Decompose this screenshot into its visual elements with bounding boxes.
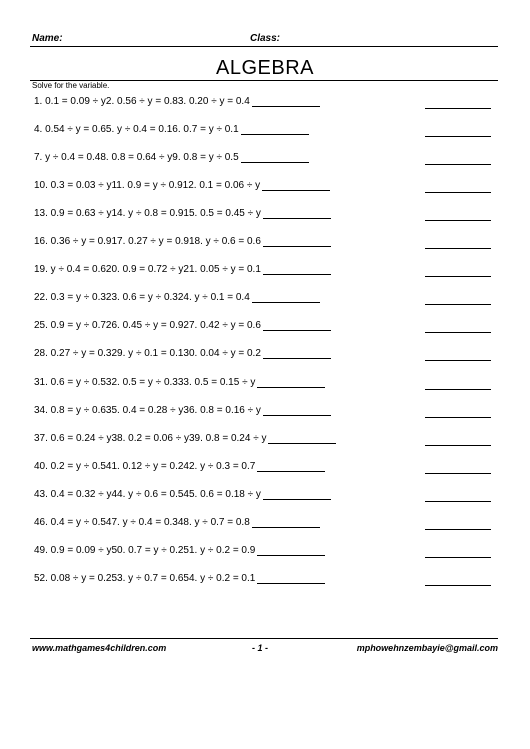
header-divider (30, 46, 498, 47)
problem-text: 1. 0.1 = 0.09 ÷ y2. 0.56 ÷ y = 0.83. 0.20 ÷ y = 0.4 (34, 96, 250, 107)
answer-line (425, 192, 491, 193)
answer-blank (263, 489, 331, 500)
problem-text: 22. 0.3 = y ÷ 0.323. 0.6 = y ÷ 0.324. y ÷ 0.1 = 0.4 (34, 292, 250, 303)
answer-line (425, 304, 491, 305)
name-label: Name: (32, 33, 63, 44)
problem-row (34, 489, 331, 502)
answer-blank (263, 405, 331, 416)
problem-text: 52. 0.08 ÷ y = 0.253. y ÷ 0.7 = 0.654. y ÷ 0.2 = 0.1 (34, 573, 256, 584)
problem-row (34, 377, 325, 390)
problem-row (34, 461, 325, 474)
answer-blank (257, 461, 325, 472)
problem-text: 40. 0.2 = y ÷ 0.541. 0.12 ÷ y = 0.242. y ÷ 0.3 = 0.7 (34, 461, 256, 472)
answer-line (425, 248, 491, 249)
answer-blank (263, 348, 331, 359)
answer-blank (252, 292, 320, 303)
problem-row (34, 292, 320, 305)
problem-row (34, 573, 325, 586)
problem-row (34, 348, 331, 361)
problem-text: 13. 0.9 = 0.63 ÷ y14. y ÷ 0.8 = 0.915. 0.5 = 0.45 ÷ y (34, 208, 261, 219)
problem-row (34, 433, 336, 446)
problem-row (34, 180, 330, 193)
answer-line (425, 557, 491, 558)
answer-blank (262, 180, 330, 191)
problem-text: 37. 0.6 = 0.24 ÷ y38. 0.2 = 0.06 ÷ y39. 0.8 = 0.24 ÷ y (34, 433, 267, 444)
answer-blank (241, 152, 309, 163)
answer-line (425, 108, 491, 109)
instructions: Solve for the variable. (32, 81, 110, 90)
answer-blank (257, 545, 325, 556)
answer-line (425, 220, 491, 221)
page-title: ALGEBRA (216, 57, 314, 79)
problem-text: 7. y ÷ 0.4 = 0.48. 0.8 = 0.64 ÷ y9. 0.8 = y ÷ 0.5 (34, 152, 239, 163)
problem-row (34, 405, 331, 418)
answer-blank (263, 264, 331, 275)
answer-blank (252, 96, 320, 107)
answer-blank (241, 124, 309, 135)
answer-blank (263, 236, 331, 247)
footer-divider (30, 638, 498, 639)
problem-text: 19. y ÷ 0.4 = 0.620. 0.9 = 0.72 ÷ y21. 0.05 ÷ y = 0.1 (34, 264, 261, 275)
problem-row (34, 545, 325, 558)
answer-line (425, 585, 491, 586)
answer-line (425, 417, 491, 418)
problem-row (34, 517, 320, 530)
answer-line (425, 164, 491, 165)
footer-email: mphowehnzembayie@gmail.com (356, 643, 498, 653)
problem-row (34, 152, 309, 165)
answer-line (425, 473, 491, 474)
footer-website: www.mathgames4children.com (32, 643, 167, 653)
problem-text: 16. 0.36 ÷ y = 0.917. 0.27 ÷ y = 0.918. y ÷ 0.6 = 0.6 (34, 236, 261, 247)
footer-page-number: - 1 - (252, 643, 269, 653)
answer-blank (257, 573, 325, 584)
class-label: Class: (250, 33, 281, 44)
answer-line (425, 529, 491, 530)
problem-row (34, 236, 331, 249)
answer-line (425, 360, 491, 361)
answer-line (425, 445, 491, 446)
problem-text: 4. 0.54 ÷ y = 0.65. y ÷ 0.4 = 0.16. 0.7 = y ÷ 0.1 (34, 124, 239, 135)
problem-text: 49. 0.9 = 0.09 ÷ y50. 0.7 = y ÷ 0.251. y ÷ 0.2 = 0.9 (34, 545, 256, 556)
answer-line (425, 136, 491, 137)
problem-row (34, 124, 309, 137)
problem-row (34, 264, 331, 277)
answer-blank (257, 377, 325, 388)
answer-line (425, 389, 491, 390)
answer-blank (268, 433, 336, 444)
answer-line (425, 501, 491, 502)
problem-row (34, 96, 320, 109)
answer-blank (263, 208, 331, 219)
answer-line (425, 332, 491, 333)
problem-row (34, 320, 331, 333)
problem-text: 31. 0.6 = y ÷ 0.532. 0.5 = y ÷ 0.333. 0.5 = 0.15 ÷ y (34, 377, 256, 388)
problem-text: 28. 0.27 ÷ y = 0.329. y ÷ 0.1 = 0.130. 0.04 ÷ y = 0.2 (34, 348, 261, 359)
problem-text: 25. 0.9 = y ÷ 0.726. 0.45 ÷ y = 0.927. 0.42 ÷ y = 0.6 (34, 320, 261, 331)
answer-blank (252, 517, 320, 528)
problem-text: 10. 0.3 = 0.03 ÷ y11. 0.9 = y ÷ 0.912. 0.1 = 0.06 ÷ y (34, 180, 261, 191)
answer-line (425, 276, 491, 277)
answer-blank (263, 320, 331, 331)
problem-row (34, 208, 331, 221)
problem-text: 46. 0.4 = y ÷ 0.547. y ÷ 0.4 = 0.348. y ÷ 0.7 = 0.8 (34, 517, 250, 528)
problem-text: 34. 0.8 = y ÷ 0.635. 0.4 = 0.28 ÷ y36. 0.8 = 0.16 ÷ y (34, 405, 261, 416)
problem-text: 43. 0.4 = 0.32 ÷ y44. y ÷ 0.6 = 0.545. 0.6 = 0.18 ÷ y (34, 489, 261, 500)
